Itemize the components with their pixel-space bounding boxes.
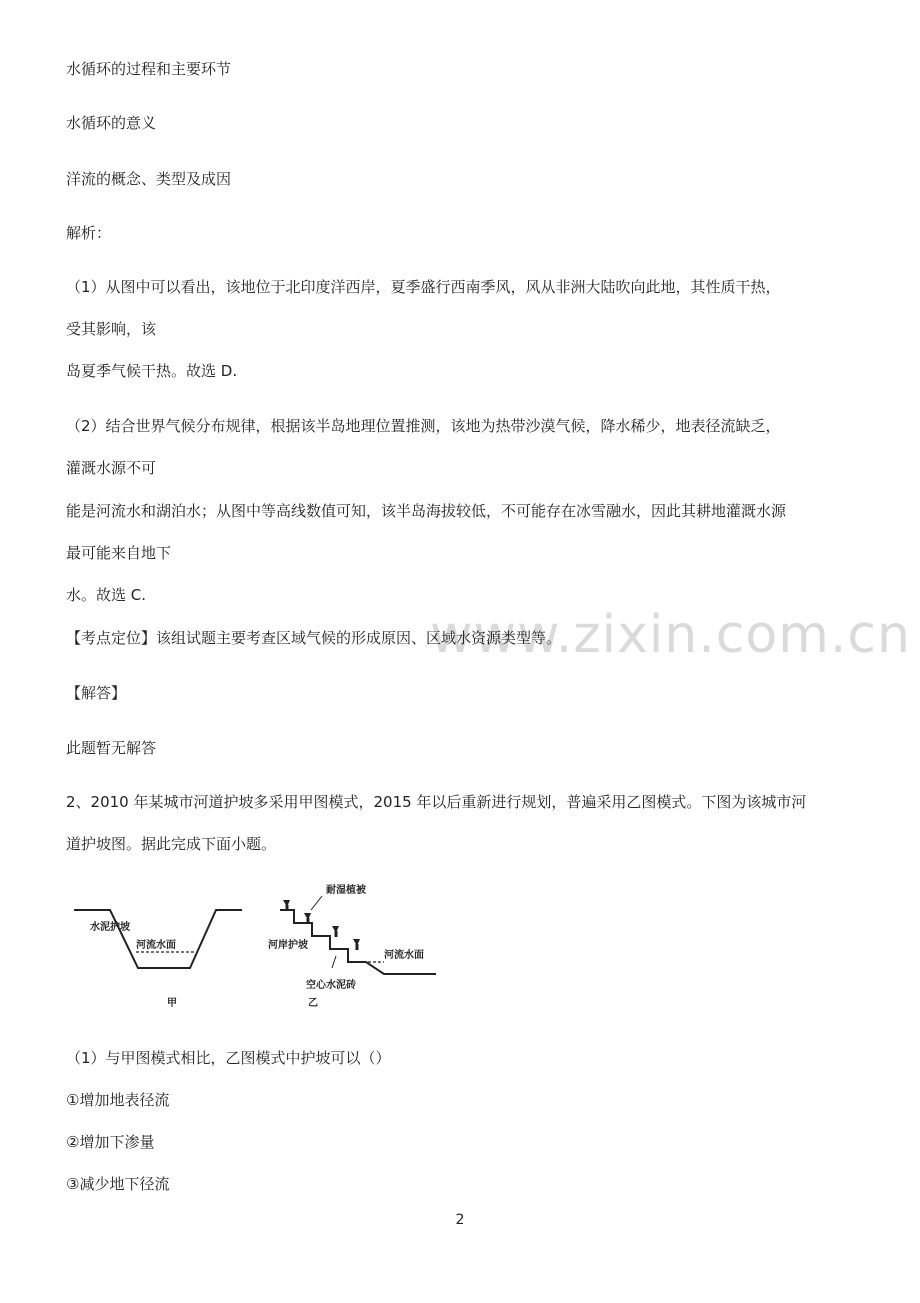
text-line: 此题暂无解答 bbox=[66, 739, 157, 757]
option-3: ③减少地下径流 bbox=[66, 1175, 170, 1193]
question-text: 2、2010 年某城市河道护坡多采用甲图模式，2015 年以后重新进行规划，普遍采用乙图模式。下图为该城市河 bbox=[66, 793, 807, 811]
text-line: 受其影响，该 bbox=[66, 320, 157, 338]
jia-caption: 甲 bbox=[167, 998, 177, 1009]
yi-label-slope: 河岸护坡 bbox=[268, 940, 308, 951]
text-line: （1）从图中可以看出，该地位于北印度洋西岸，夏季盛行西南季风，风从非洲大陆吹向此地，其性质干热， bbox=[66, 278, 781, 296]
watermark: www.zixin.com.cn bbox=[430, 605, 911, 665]
text-line: 洋流的概念、类型及成因 bbox=[66, 170, 232, 188]
river-slope-figure bbox=[66, 876, 446, 1016]
section-heading: 【解答】 bbox=[66, 684, 127, 702]
text-line: 水循环的意义 bbox=[66, 114, 157, 132]
text-line: 解析： bbox=[66, 224, 112, 242]
text-line: 【考点定位】该组试题主要考查区域气候的形成原因、区域水资源类型等。 bbox=[66, 629, 562, 647]
text-line: 水。故选 C. bbox=[66, 586, 147, 604]
yi-label-brick: 空心水泥砖 bbox=[306, 980, 356, 991]
option-1: ①增加地表径流 bbox=[66, 1091, 170, 1109]
yi-label-plants: 耐湿植被 bbox=[326, 885, 366, 896]
sub-question: （1）与甲图模式相比，乙图模式中护坡可以（） bbox=[66, 1049, 391, 1067]
yi-label-water: 河流水面 bbox=[384, 950, 424, 961]
text-line: 最可能来自地下 bbox=[66, 544, 172, 562]
page-number: 2 bbox=[455, 1212, 465, 1228]
jia-channel-outline bbox=[74, 910, 242, 968]
yi-caption: 乙 bbox=[308, 998, 318, 1009]
jia-label-water: 河流水面 bbox=[136, 940, 176, 951]
text-line: 岛夏季气候干热。故选 D. bbox=[66, 362, 238, 380]
text-line: 灌溉水源不可 bbox=[66, 459, 157, 477]
option-2: ②增加下渗量 bbox=[66, 1133, 155, 1151]
text-line: 能是河流水和湖泊水；从图中等高线数值可知，该半岛海拔较低，不可能存在冰雪融水，因此其耕地灌溉水源 bbox=[66, 502, 787, 520]
text-line: （2）结合世界气候分布规律，根据该半岛地理位置推测，该地为热带沙漠气候，降水稀少，地表径流缺乏， bbox=[66, 417, 781, 435]
text-line: 水循环的过程和主要环节 bbox=[66, 60, 232, 78]
jia-label-slope: 水泥护坡 bbox=[90, 922, 130, 933]
question-text: 道护坡图。据此完成下面小题。 bbox=[66, 835, 277, 853]
